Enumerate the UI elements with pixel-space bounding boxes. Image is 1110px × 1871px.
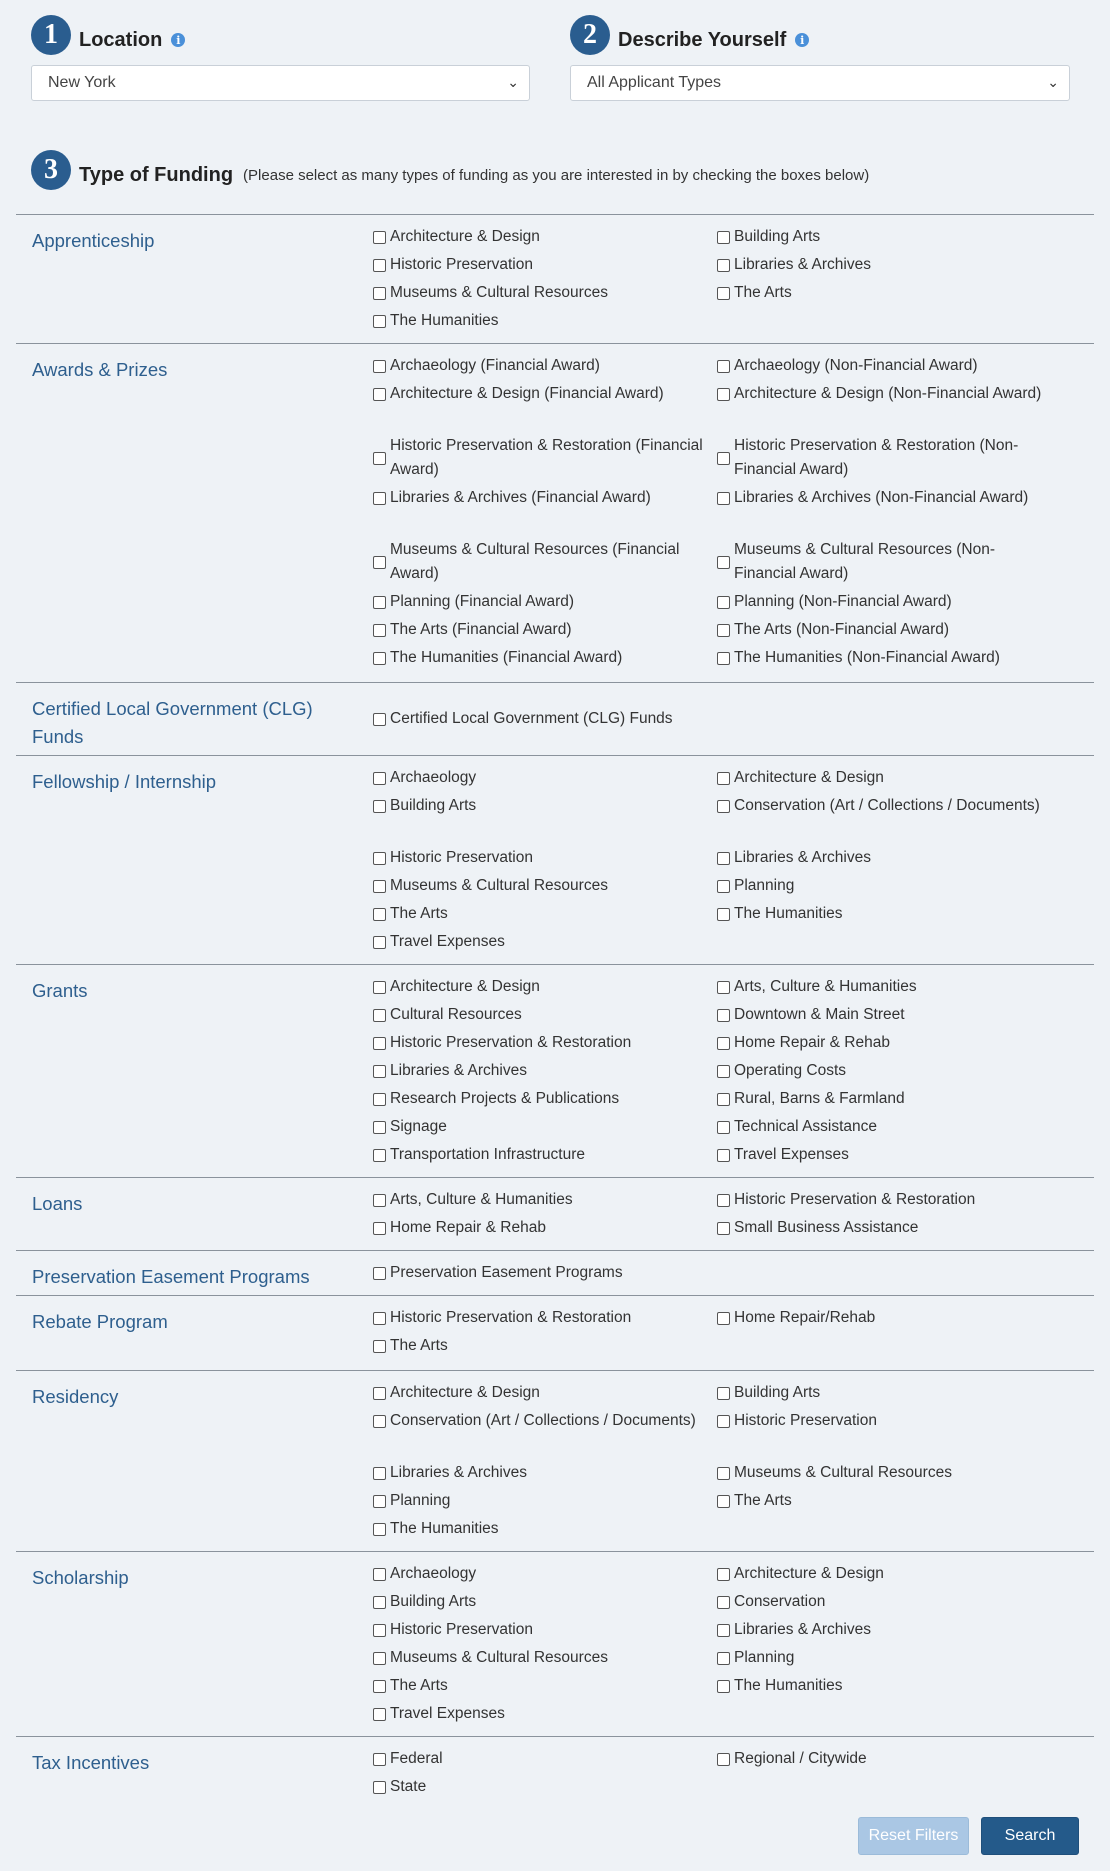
reset-filters-button[interactable]: Reset Filters xyxy=(858,1817,969,1855)
funding-option-label: Home Repair & Rehab xyxy=(734,1034,890,1051)
funding-option-label: Travel Expenses xyxy=(390,1705,505,1722)
funding-option[interactable] xyxy=(373,1674,708,1698)
funding-option-label: Planning xyxy=(734,877,795,894)
funding-option-checkbox[interactable] xyxy=(373,1009,386,1022)
funding-option-label: Museums & Cultural Resources (Non-Financial Award) xyxy=(734,541,996,582)
funding-option-label: Travel Expenses xyxy=(390,933,505,950)
funding-option-label: Planning (Non-Financial Award) xyxy=(734,593,952,610)
funding-option-checkbox[interactable] xyxy=(373,624,386,637)
funding-option[interactable] xyxy=(373,1517,708,1541)
funding-option-checkbox[interactable] xyxy=(373,1708,386,1721)
funding-option-label: Libraries & Archives (Financial Award) xyxy=(390,489,651,506)
info-icon[interactable]: i xyxy=(795,33,809,47)
info-icon[interactable]: i xyxy=(171,33,185,47)
funding-option-label: The Arts xyxy=(390,1677,448,1694)
funding-option-label: The Arts (Non-Financial Award) xyxy=(734,621,950,638)
funding-option-label: Museums & Cultural Resources xyxy=(734,1464,952,1481)
funding-category-label: Certified Local Government (CLG) Funds xyxy=(32,698,313,747)
funding-option-checkbox[interactable] xyxy=(717,231,730,244)
funding-option[interactable] xyxy=(373,794,708,818)
funding-option-checkbox[interactable] xyxy=(717,652,730,665)
funding-option[interactable] xyxy=(373,253,708,277)
funding-option-checkbox[interactable] xyxy=(373,1222,386,1235)
funding-option[interactable] xyxy=(717,1059,1057,1083)
funding-category-label: Tax Incentives xyxy=(32,1752,150,1773)
funding-option-checkbox[interactable] xyxy=(373,1093,386,1106)
funding-option-label: The Humanities xyxy=(390,1520,499,1537)
funding-option[interactable] xyxy=(373,766,708,790)
funding-option-checkbox[interactable] xyxy=(717,800,730,813)
funding-option-checkbox[interactable] xyxy=(373,596,386,609)
funding-option-checkbox[interactable] xyxy=(717,452,730,465)
search-button[interactable]: Search xyxy=(981,1817,1079,1855)
funding-option-label: Historic Preservation & Restoration (Non-Financial Award) xyxy=(734,437,1019,478)
funding-option[interactable] xyxy=(373,975,708,999)
funding-option-checkbox[interactable] xyxy=(717,1495,730,1508)
funding-option-checkbox[interactable] xyxy=(717,1415,730,1428)
funding-option[interactable] xyxy=(373,1059,708,1083)
funding-option[interactable] xyxy=(717,486,1057,510)
funding-section xyxy=(16,682,1094,747)
funding-option[interactable] xyxy=(373,382,708,406)
funding-option-checkbox[interactable] xyxy=(373,852,386,865)
funding-option[interactable] xyxy=(373,646,708,670)
funding-section xyxy=(16,1295,1094,1354)
funding-option-checkbox[interactable] xyxy=(717,1194,730,1207)
funding-option-checkbox[interactable] xyxy=(717,1753,730,1766)
funding-option-checkbox[interactable] xyxy=(717,981,730,994)
funding-option[interactable] xyxy=(717,434,1057,482)
funding-option[interactable] xyxy=(717,1188,1057,1212)
funding-option[interactable] xyxy=(717,874,1057,898)
funding-section xyxy=(16,755,1094,950)
funding-option-checkbox[interactable] xyxy=(717,624,730,637)
funding-category-label: Residency xyxy=(32,1386,119,1407)
funding-option-label: Architecture & Design (Financial Award) xyxy=(390,385,664,402)
funding-option-label: Architecture & Design xyxy=(390,1384,540,1401)
funding-option[interactable] xyxy=(373,707,708,731)
funding-option[interactable] xyxy=(373,1003,708,1027)
chevron-down-icon: ⌄ xyxy=(507,74,519,90)
funding-option-checkbox[interactable] xyxy=(373,1194,386,1207)
funding-option[interactable] xyxy=(717,1590,1057,1614)
funding-option-label: Technical Assistance xyxy=(734,1118,878,1135)
funding-option-checkbox[interactable] xyxy=(717,1680,730,1693)
funding-option[interactable] xyxy=(717,1381,1057,1405)
funding-option-label: Arts, Culture & Humanities xyxy=(734,978,917,995)
funding-option-label: Libraries & Archives xyxy=(390,1464,527,1481)
funding-option-label: The Arts xyxy=(390,1337,448,1354)
funding-section xyxy=(16,1370,1094,1537)
funding-option-label: Arts, Culture & Humanities xyxy=(390,1191,573,1208)
funding-option-label: Historic Preservation xyxy=(390,849,533,866)
funding-option-checkbox[interactable] xyxy=(717,1222,730,1235)
funding-category-label: Apprenticeship xyxy=(32,230,155,251)
funding-option[interactable] xyxy=(373,846,708,870)
funding-category-label: Preservation Easement Programs xyxy=(32,1266,310,1287)
funding-option-label: Museums & Cultural Resources xyxy=(390,877,608,894)
funding-option-label: Libraries & Archives xyxy=(390,1062,527,1079)
funding-option-checkbox[interactable] xyxy=(717,259,730,272)
funding-option-checkbox[interactable] xyxy=(717,772,730,785)
funding-option[interactable] xyxy=(717,225,1057,249)
funding-option-label: The Arts xyxy=(390,905,448,922)
funding-option-checkbox[interactable] xyxy=(373,936,386,949)
applicant-type-select[interactable] xyxy=(570,65,1070,101)
funding-option-checkbox[interactable] xyxy=(373,259,386,272)
funding-option-label: The Humanities xyxy=(390,312,499,329)
funding-option[interactable] xyxy=(717,590,1057,614)
funding-option[interactable] xyxy=(717,846,1057,870)
funding-option-checkbox[interactable] xyxy=(373,981,386,994)
location-selected-value: New York xyxy=(48,74,116,91)
funding-option-checkbox[interactable] xyxy=(373,908,386,921)
funding-option-label: Planning xyxy=(734,1649,795,1666)
funding-option-checkbox[interactable] xyxy=(373,880,386,893)
funding-option-label: Building Arts xyxy=(734,228,821,245)
funding-option-label: Conservation (Art / Collections / Documents) xyxy=(734,797,1040,814)
funding-option-checkbox[interactable] xyxy=(717,492,730,505)
step-number-badge: 1 xyxy=(31,15,71,55)
funding-option-label: Museums & Cultural Resources xyxy=(390,1649,608,1666)
funding-section xyxy=(16,1736,1094,1795)
funding-option-label: State xyxy=(390,1778,427,1795)
funding-option[interactable] xyxy=(717,538,1057,586)
funding-option-checkbox[interactable] xyxy=(373,1267,386,1280)
funding-option-checkbox[interactable] xyxy=(717,1312,730,1325)
funding-option-label: Transportation Infrastructure xyxy=(390,1146,585,1163)
funding-option-checkbox[interactable] xyxy=(717,287,730,300)
funding-section xyxy=(16,964,1094,1163)
funding-option[interactable] xyxy=(717,1087,1057,1111)
funding-option[interactable] xyxy=(717,1489,1057,1513)
location-step xyxy=(31,15,185,55)
funding-option-label: Operating Costs xyxy=(734,1062,846,1079)
funding-option-label: Historic Preservation xyxy=(390,1621,533,1638)
funding-option-checkbox[interactable] xyxy=(373,1121,386,1134)
funding-option[interactable] xyxy=(373,590,708,614)
funding-option[interactable] xyxy=(373,309,708,333)
funding-option-label: Museums & Cultural Resources (Financial Award) xyxy=(390,541,680,582)
funding-option[interactable] xyxy=(373,1702,708,1726)
funding-option-checkbox[interactable] xyxy=(717,852,730,865)
funding-option[interactable] xyxy=(717,253,1057,277)
funding-option-checkbox[interactable] xyxy=(373,1753,386,1766)
funding-option-checkbox[interactable] xyxy=(717,1093,730,1106)
funding-option-checkbox[interactable] xyxy=(373,492,386,505)
funding-option[interactable] xyxy=(717,354,1057,378)
funding-option-label: Architecture & Design xyxy=(734,1565,884,1582)
funding-option[interactable] xyxy=(373,618,708,642)
funding-option[interactable] xyxy=(373,1489,708,1513)
funding-option[interactable] xyxy=(717,1562,1057,1586)
funding-option[interactable] xyxy=(373,930,708,954)
funding-option-checkbox[interactable] xyxy=(717,1596,730,1609)
funding-option-label: Research Projects & Publications xyxy=(390,1090,620,1107)
funding-option[interactable] xyxy=(717,1646,1057,1670)
funding-option-label: Building Arts xyxy=(734,1384,821,1401)
applicant-type-selected-value: All Applicant Types xyxy=(587,74,722,91)
funding-step xyxy=(31,150,869,190)
funding-option[interactable] xyxy=(373,1216,708,1240)
funding-option[interactable] xyxy=(373,1409,708,1433)
funding-option[interactable] xyxy=(717,1031,1057,1055)
funding-option-label: Downtown & Main Street xyxy=(734,1006,905,1023)
funding-option-checkbox[interactable] xyxy=(717,556,730,569)
funding-category-label: Grants xyxy=(32,980,88,1001)
funding-option-checkbox[interactable] xyxy=(373,1312,386,1325)
funding-option-label: Architecture & Design xyxy=(390,228,540,245)
funding-option-label: Travel Expenses xyxy=(734,1146,849,1163)
funding-section xyxy=(16,1177,1094,1236)
funding-option[interactable] xyxy=(717,1461,1057,1485)
funding-option-checkbox[interactable] xyxy=(373,1624,386,1637)
funding-option-checkbox[interactable] xyxy=(373,1467,386,1480)
funding-option[interactable] xyxy=(717,646,1057,670)
funding-category-label: Rebate Program xyxy=(32,1311,168,1332)
funding-option-label: Historic Preservation & Restoration xyxy=(390,1309,632,1326)
funding-option[interactable] xyxy=(373,1562,708,1586)
funding-option[interactable] xyxy=(717,1115,1057,1139)
funding-option-checkbox[interactable] xyxy=(717,1387,730,1400)
funding-option[interactable] xyxy=(373,1775,708,1799)
funding-option-checkbox[interactable] xyxy=(717,908,730,921)
funding-option-checkbox[interactable] xyxy=(717,388,730,401)
funding-option-label: Libraries & Archives xyxy=(734,849,871,866)
funding-option-checkbox[interactable] xyxy=(373,713,386,726)
funding-option-label: Building Arts xyxy=(390,1593,477,1610)
funding-option-checkbox[interactable] xyxy=(717,1467,730,1480)
funding-option-checkbox[interactable] xyxy=(373,772,386,785)
funding-option-label: Libraries & Archives xyxy=(734,256,871,273)
funding-option[interactable] xyxy=(717,1674,1057,1698)
funding-option[interactable] xyxy=(717,1003,1057,1027)
location-title: Location xyxy=(79,28,163,51)
funding-option[interactable] xyxy=(373,1143,708,1167)
funding-option[interactable] xyxy=(717,1747,1057,1771)
funding-category-label: Loans xyxy=(32,1193,83,1214)
funding-option[interactable] xyxy=(717,382,1057,406)
step-number-badge: 2 xyxy=(570,15,610,55)
funding-option[interactable] xyxy=(717,1216,1057,1240)
funding-option-label: Museums & Cultural Resources xyxy=(390,284,608,301)
location-select[interactable] xyxy=(31,65,530,101)
funding-title: Type of Funding xyxy=(79,163,234,186)
funding-option-checkbox[interactable] xyxy=(373,1415,386,1428)
funding-option-label: Historic Preservation & Restoration xyxy=(734,1191,976,1208)
funding-option-label: Cultural Resources xyxy=(390,1006,522,1023)
filter-header xyxy=(0,0,1110,210)
funding-option-label: Archaeology (Financial Award) xyxy=(390,357,600,374)
funding-option[interactable] xyxy=(717,766,1057,790)
funding-option-label: Conservation (Art / Collections / Documents) xyxy=(390,1412,696,1429)
funding-option-label: Libraries & Archives (Non-Financial Award) xyxy=(734,489,1029,506)
chevron-down-icon: ⌄ xyxy=(1047,74,1059,90)
funding-section xyxy=(16,1551,1094,1722)
funding-hint: (Please select as many types of funding as you are interested in by checking the boxes below) xyxy=(243,166,870,184)
funding-option-checkbox[interactable] xyxy=(373,1037,386,1050)
funding-option-label: Regional / Citywide xyxy=(734,1750,867,1767)
funding-option-checkbox[interactable] xyxy=(373,1652,386,1665)
funding-option-label: Archaeology (Non-Financial Award) xyxy=(734,357,978,374)
funding-option-label: Libraries & Archives xyxy=(734,1621,871,1638)
funding-option[interactable] xyxy=(373,1306,708,1330)
funding-option-checkbox[interactable] xyxy=(717,1149,730,1162)
funding-option-checkbox[interactable] xyxy=(373,800,386,813)
funding-option-checkbox[interactable] xyxy=(373,1781,386,1794)
funding-option[interactable] xyxy=(373,874,708,898)
funding-option[interactable] xyxy=(373,1261,708,1285)
funding-option[interactable] xyxy=(373,1188,708,1212)
funding-option-label: The Arts xyxy=(734,1492,792,1509)
funding-option-label: The Humanities xyxy=(734,1677,843,1694)
funding-option-label: Building Arts xyxy=(390,797,477,814)
funding-option[interactable] xyxy=(717,902,1057,926)
funding-option[interactable] xyxy=(373,1087,708,1111)
funding-option[interactable] xyxy=(717,794,1057,818)
funding-option-checkbox[interactable] xyxy=(717,1037,730,1050)
funding-option-label: Rural, Barns & Farmland xyxy=(734,1090,905,1107)
funding-option-checkbox[interactable] xyxy=(717,880,730,893)
funding-option-label: Preservation Easement Programs xyxy=(390,1264,623,1281)
funding-section xyxy=(16,1250,1094,1287)
funding-option-label: Historic Preservation & Restoration (Financial Award) xyxy=(390,437,703,478)
funding-option-label: Certified Local Government (CLG) Funds xyxy=(390,710,673,727)
funding-option-label: Home Repair & Rehab xyxy=(390,1219,546,1236)
funding-option-label: The Arts (Financial Award) xyxy=(390,621,572,638)
funding-option[interactable] xyxy=(373,902,708,926)
funding-option-checkbox[interactable] xyxy=(717,596,730,609)
funding-option-label: Signage xyxy=(390,1118,447,1135)
funding-option-label: The Humanities (Non-Financial Award) xyxy=(734,649,1000,666)
funding-option-checkbox[interactable] xyxy=(373,360,386,373)
funding-option-label: The Humanities (Financial Award) xyxy=(390,649,623,666)
funding-option-label: Architecture & Design xyxy=(390,978,540,995)
funding-option-checkbox[interactable] xyxy=(373,1596,386,1609)
funding-option-checkbox[interactable] xyxy=(717,1568,730,1581)
funding-option[interactable] xyxy=(373,281,708,305)
funding-option-checkbox[interactable] xyxy=(717,1652,730,1665)
funding-option[interactable] xyxy=(373,1115,708,1139)
funding-section xyxy=(16,343,1094,666)
funding-option-checkbox[interactable] xyxy=(373,1680,386,1693)
funding-option[interactable] xyxy=(373,1334,708,1358)
describe-title: Describe Yourself xyxy=(618,28,787,51)
funding-option-checkbox[interactable] xyxy=(373,1149,386,1162)
funding-option-label: Archaeology xyxy=(390,1565,477,1582)
funding-option-checkbox[interactable] xyxy=(373,1340,386,1353)
funding-option[interactable] xyxy=(717,975,1057,999)
describe-step xyxy=(570,15,809,55)
funding-option[interactable] xyxy=(373,1461,708,1485)
funding-category-label: Fellowship / Internship xyxy=(32,771,217,792)
funding-option[interactable] xyxy=(717,618,1057,642)
funding-option-checkbox[interactable] xyxy=(717,1624,730,1637)
funding-option-checkbox[interactable] xyxy=(717,1121,730,1134)
funding-option[interactable] xyxy=(373,225,708,249)
funding-option-label: Conservation xyxy=(734,1593,826,1610)
funding-option[interactable] xyxy=(373,434,708,482)
funding-option-label: Home Repair/Rehab xyxy=(734,1309,876,1326)
funding-option[interactable] xyxy=(717,1143,1057,1167)
funding-option[interactable] xyxy=(717,1306,1057,1330)
funding-option[interactable] xyxy=(717,281,1057,305)
funding-section xyxy=(16,214,1094,329)
funding-option-checkbox[interactable] xyxy=(373,1387,386,1400)
funding-option-label: Planning xyxy=(390,1492,451,1509)
funding-option[interactable] xyxy=(373,354,708,378)
funding-option-checkbox[interactable] xyxy=(373,1568,386,1581)
funding-option-label: The Arts xyxy=(734,284,792,301)
funding-option-checkbox[interactable] xyxy=(717,1065,730,1078)
funding-option-label: Federal xyxy=(390,1750,443,1767)
funding-option-label: Historic Preservation xyxy=(734,1412,877,1429)
funding-option[interactable] xyxy=(717,1409,1057,1433)
funding-option[interactable] xyxy=(373,538,708,586)
funding-option-checkbox[interactable] xyxy=(373,652,386,665)
funding-option-checkbox[interactable] xyxy=(373,388,386,401)
funding-option-checkbox[interactable] xyxy=(373,452,386,465)
funding-option[interactable] xyxy=(373,1381,708,1405)
funding-option-checkbox[interactable] xyxy=(373,1523,386,1536)
funding-option-checkbox[interactable] xyxy=(373,231,386,244)
funding-option[interactable] xyxy=(373,486,708,510)
funding-option-checkbox[interactable] xyxy=(717,1009,730,1022)
funding-option-checkbox[interactable] xyxy=(717,360,730,373)
step-number-badge: 3 xyxy=(31,150,71,190)
funding-option-label: Historic Preservation & Restoration xyxy=(390,1034,632,1051)
funding-option[interactable] xyxy=(373,1618,708,1642)
funding-option-label: Planning (Financial Award) xyxy=(390,593,575,610)
funding-option-label: Small Business Assistance xyxy=(734,1219,919,1236)
funding-option[interactable] xyxy=(373,1590,708,1614)
funding-option-label: Historic Preservation xyxy=(390,256,533,273)
funding-option-checkbox[interactable] xyxy=(373,556,386,569)
funding-option[interactable] xyxy=(373,1646,708,1670)
funding-category-label: Awards & Prizes xyxy=(32,359,168,380)
funding-option-label: Archaeology xyxy=(390,769,477,786)
funding-option[interactable] xyxy=(373,1747,708,1771)
funding-option-checkbox[interactable] xyxy=(373,315,386,328)
funding-option[interactable] xyxy=(717,1618,1057,1642)
funding-option-label: Architecture & Design xyxy=(734,769,884,786)
funding-option-label: The Humanities xyxy=(734,905,843,922)
funding-option-checkbox[interactable] xyxy=(373,1065,386,1078)
funding-option-label: Architecture & Design (Non-Financial Award) xyxy=(734,385,1042,402)
funding-category-label: Scholarship xyxy=(32,1567,129,1588)
funding-option-checkbox[interactable] xyxy=(373,1495,386,1508)
funding-option-checkbox[interactable] xyxy=(373,287,386,300)
funding-option[interactable] xyxy=(373,1031,708,1055)
